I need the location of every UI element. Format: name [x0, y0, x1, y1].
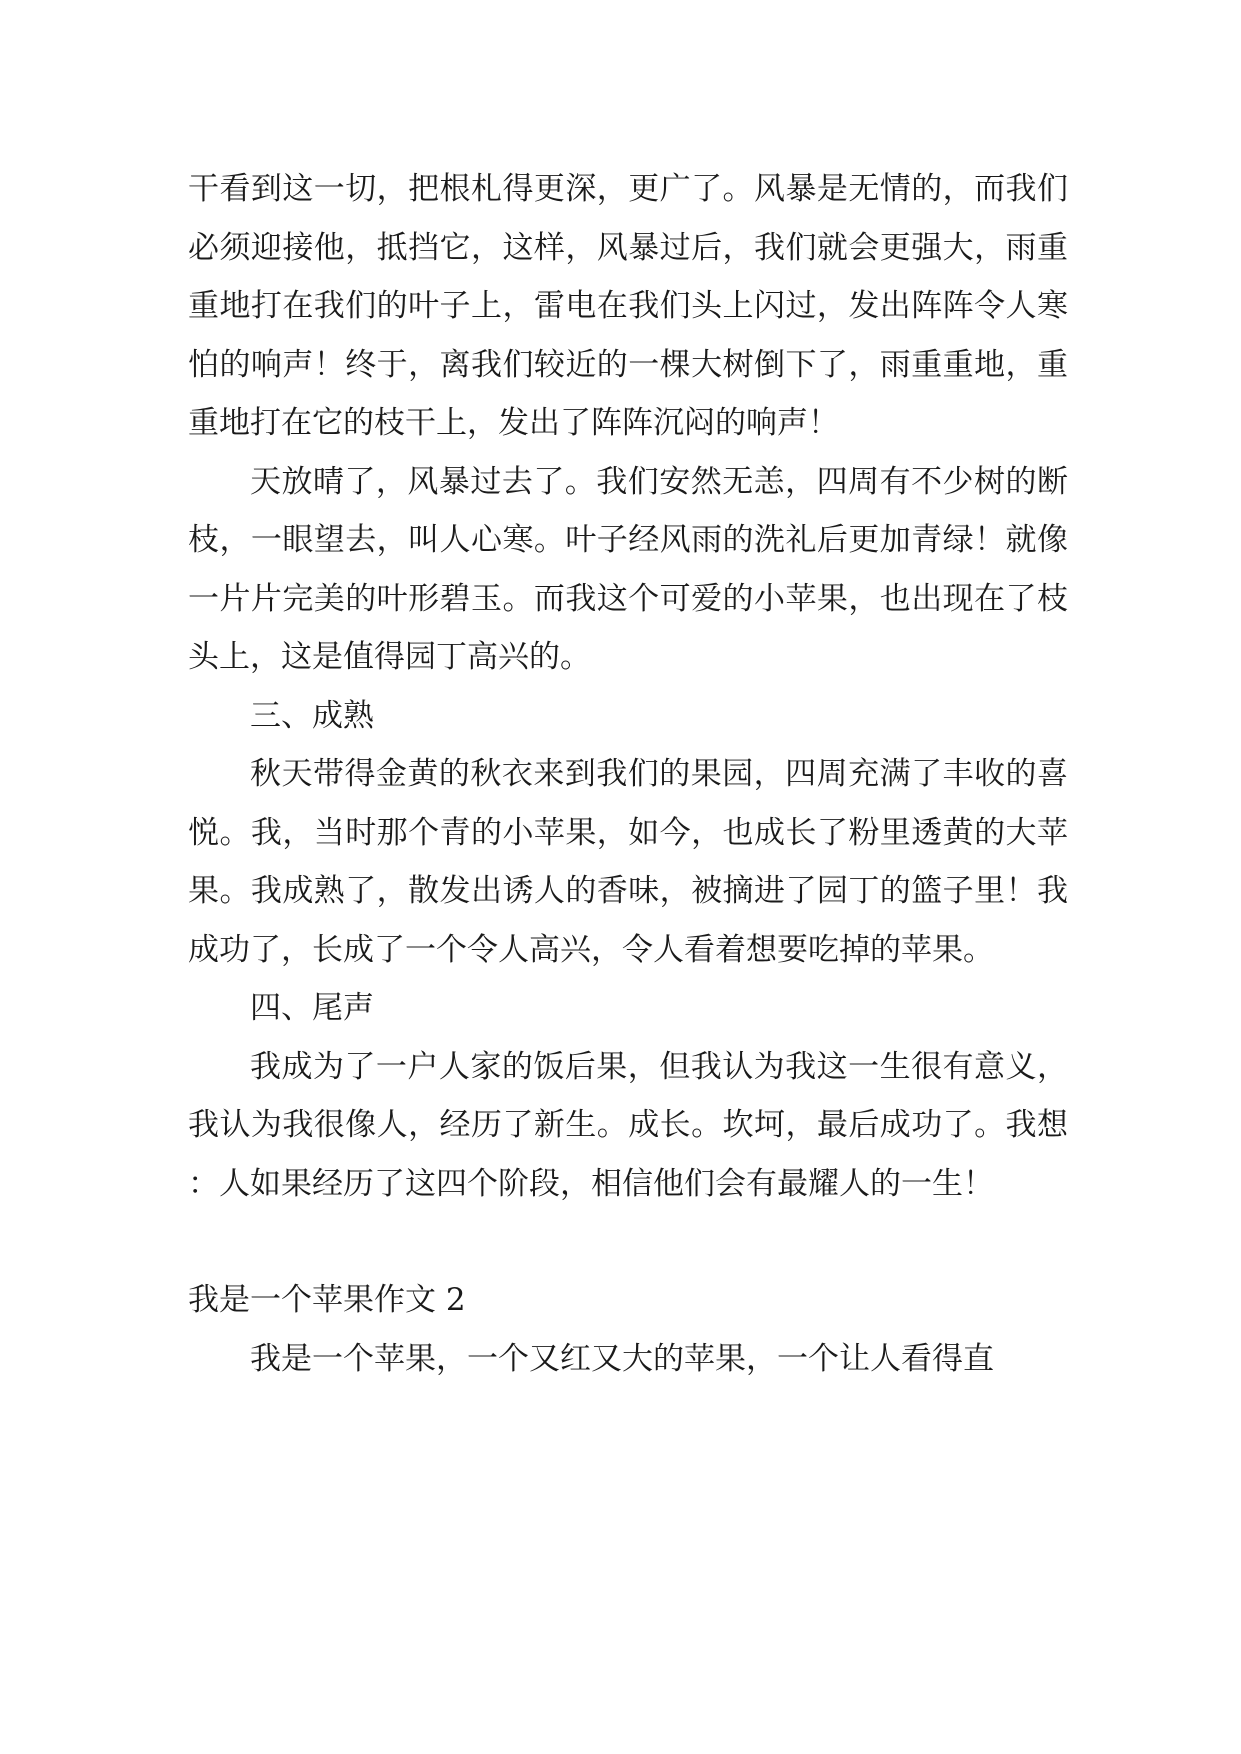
paragraph-essay-2-start: 我是一个苹果，一个又红又大的苹果，一个让人看得直	[250, 1340, 994, 1377]
section-heading-epilogue: 四、尾声	[250, 990, 374, 1026]
document-body	[188, 160, 1068, 1388]
essay-title: 我是一个苹果作文 2	[188, 1282, 466, 1318]
paragraph-continuation: 干看到这一切，把根札得更深，更广了。风暴是无情的，而我们必须迎接他，抵挡它，这样，风暴过后，我们就会更强大，雨重重地打在我们的叶子上，雷电在我们头上闪过，发出阵阵令人寒怕的响声！终于，离我们较近的一棵大树倒下了，雨重重地，重重地打在它的枝干上，发出了阵阵沉闷的响声！	[188, 171, 1068, 441]
paragraph-storm-passed: 天放晴了，风暴过去了。我们安然无恙，四周有不少树的断枝，一眼望去，叫人心寒。叶子经风雨的洗礼后更加青绿！就像一片片完美的叶形碧玉。而我这个可爱的小苹果，也出现在了枝头上，这是值得园丁高兴的。	[188, 463, 1068, 675]
paragraph-epilogue: 我成为了一户人家的饭后果，但我认为我这一生很有意义，我认为我很像人，经历了新生。成长。坎坷，最后成功了。我想：人如果经历了这四个阶段，相信他们会有最耀人的一生！	[188, 1048, 1068, 1202]
paragraph-autumn: 秋天带得金黄的秋衣来到我们的果园，四周充满了丰收的喜悦。我，当时那个青的小苹果，如今，也成长了粉里透黄的大苹果。我成熟了，散发出诱人的香味，被摘进了园丁的篮子里！我成功了，长成了一个令人高兴，令人看着想要吃掉的苹果。	[188, 756, 1068, 968]
section-heading-mature: 三、成熟	[250, 697, 374, 734]
